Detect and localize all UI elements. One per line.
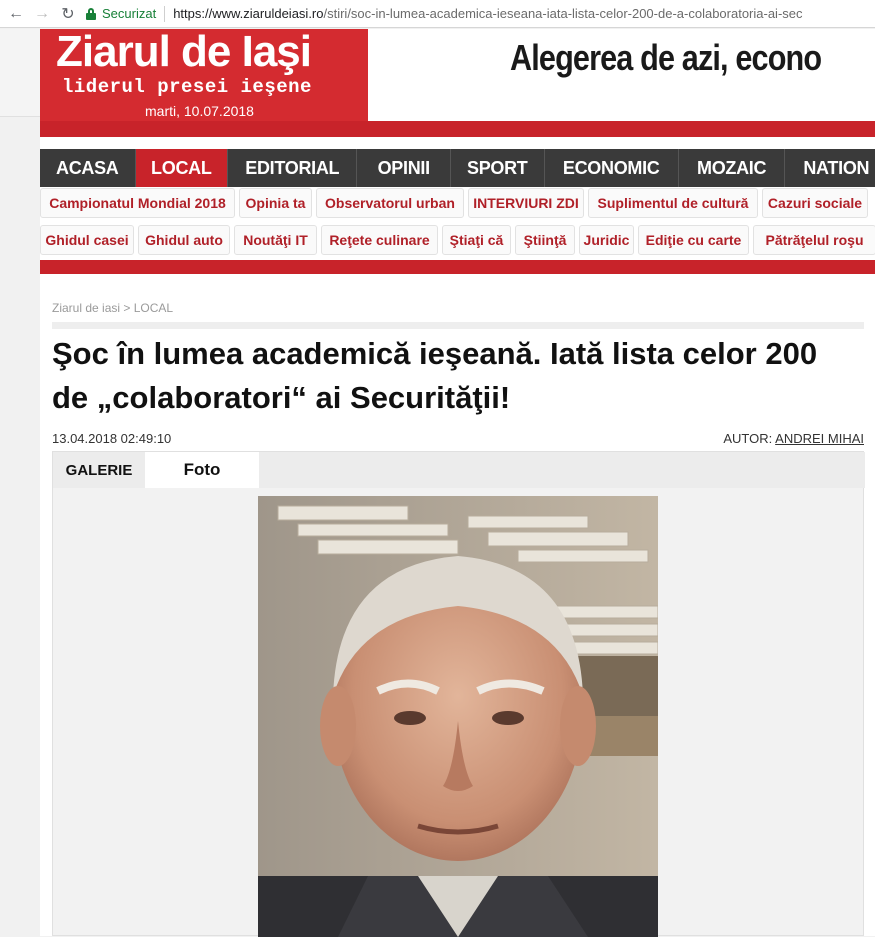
logo-subtitle: liderul presei ieşene [62, 76, 312, 98]
nav-item-editorial[interactable]: EDITORIAL [228, 149, 357, 187]
nav-item-sport[interactable]: SPORT [451, 149, 545, 187]
main-nav [40, 149, 875, 187]
subnav-interviuri-zdi[interactable]: INTERVIURI ZDI [468, 188, 584, 218]
nav-item-economic[interactable]: ECONOMIC [545, 149, 679, 187]
breadcrumb-divider [52, 322, 864, 329]
photo-gallery [52, 451, 864, 936]
logo-title: Ziarul de Iaşi [56, 27, 311, 76]
nav-item-acasa[interactable]: ACASA [40, 149, 136, 187]
forward-arrow-icon[interactable]: → [34, 4, 50, 22]
sub-nav-row-2 [40, 225, 875, 257]
subnav-editie-cu-carte[interactable]: Ediţie cu carte [638, 225, 749, 255]
nav-item-opinii[interactable]: OPINII [357, 149, 451, 187]
subnav-ghidul-auto[interactable]: Ghidul auto [138, 225, 230, 255]
secure-label: Securizat [102, 6, 157, 21]
portrait-image [258, 496, 658, 937]
subnav-opinia-ta[interactable]: Opinia ta [239, 188, 312, 218]
page [40, 29, 875, 936]
article-author [723, 431, 864, 446]
address-bar[interactable] [86, 3, 866, 25]
author-name-link[interactable]: ANDREI MIHAI [775, 431, 864, 446]
breadcrumb[interactable]: Ziarul de iasi > LOCAL [52, 301, 174, 315]
address-separator [164, 6, 165, 22]
author-label: AUTOR: [723, 431, 773, 446]
nav-item-mozaic[interactable]: MOZAIC [679, 149, 785, 187]
subnav-patratelul-rosu[interactable]: Pătrăţelul roşu [753, 225, 875, 255]
subnav-retete-culinare[interactable]: Reţete culinare [321, 225, 438, 255]
browser-toolbar [0, 0, 875, 28]
gallery-foto-tab[interactable]: Foto [145, 452, 259, 488]
subnav-suplimentul-cultura[interactable]: Suplimentul de cultură [588, 188, 758, 218]
nav-item-local[interactable]: LOCAL [136, 149, 229, 187]
reload-icon[interactable]: ↻ [61, 5, 75, 23]
site-logo[interactable] [40, 29, 368, 121]
subnav-noutati-it[interactable]: Noutăţi IT [234, 225, 317, 255]
header-banner[interactable]: Alegerea de azi, econo [510, 37, 822, 78]
article-date: 13.04.2018 02:49:10 [52, 431, 172, 446]
subnav-observatorul-urban[interactable]: Observatorul urban [316, 188, 464, 218]
back-arrow-icon[interactable]: ← [8, 4, 24, 22]
subnav-cazuri-sociale[interactable]: Cazuri sociale [762, 188, 868, 218]
gallery-tab[interactable]: GALERIE [65, 461, 133, 479]
subnav-ghidul-casei[interactable]: Ghidul casei [40, 225, 134, 255]
url-host: https://www.ziaruldeiasi.ro [173, 6, 324, 21]
gallery-header [53, 452, 865, 488]
subnav-juridic[interactable]: Juridic [579, 225, 634, 255]
section-red-line [40, 260, 875, 274]
current-date: marti, 10.07.2018 [145, 103, 254, 119]
url-path: /stiri/soc-in-lumea-academica-ieseana-iata-lista-celor-200-de-a-colaboratoria-ai-sec [323, 6, 803, 21]
nav-item-national[interactable]: NATION [803, 157, 870, 178]
subnav-stiinta[interactable]: Ştiinţă [515, 225, 575, 255]
subnav-stiati-ca[interactable]: Ştiaţi că [442, 225, 511, 255]
left-gutter [0, 29, 40, 117]
header-red-bar [40, 121, 875, 137]
subnav-campionatul-mondial[interactable]: Campionatul Mondial 2018 [40, 188, 235, 218]
article-title: Şoc în lumea academică ieşeană. Iată lista celor 200 de „colaboratori“ ai Securităţii! [52, 336, 818, 415]
lock-icon [86, 8, 96, 20]
article-photo[interactable] [258, 496, 658, 937]
sub-nav-row-1 [40, 188, 872, 220]
